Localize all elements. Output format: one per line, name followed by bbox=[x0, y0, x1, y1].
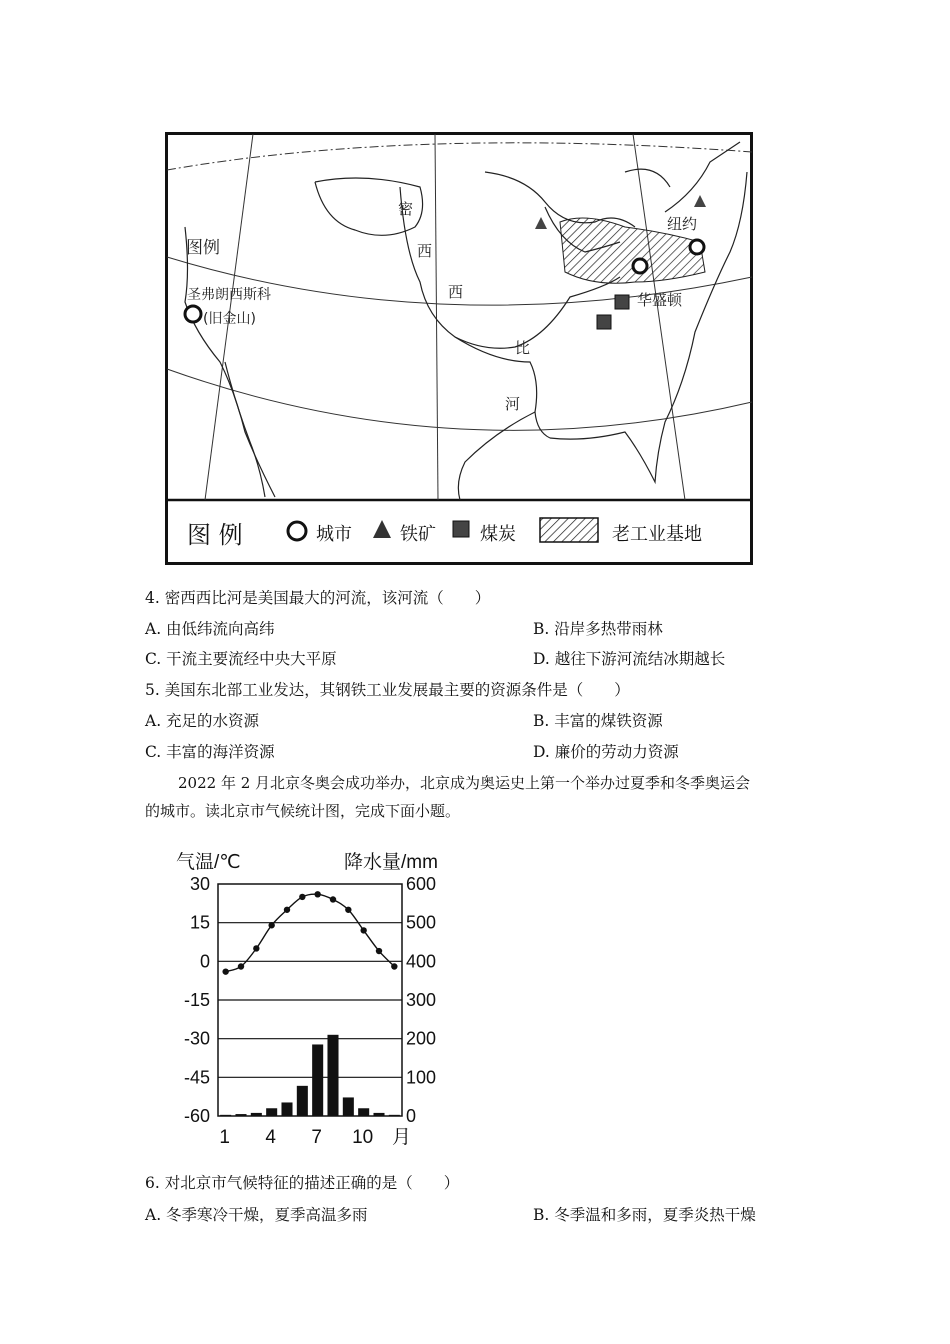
precipitation-bar bbox=[312, 1044, 323, 1116]
x-axis-unit: 月 bbox=[392, 1127, 412, 1148]
precipitation-bar bbox=[235, 1114, 246, 1116]
q4-option-c[interactable]: C. 干流主要流经中央大平原 bbox=[145, 650, 337, 668]
temperature-point bbox=[376, 948, 382, 954]
precipitation-bar bbox=[373, 1113, 384, 1116]
sf-label-2: (旧金山) bbox=[203, 311, 256, 327]
temperature-point bbox=[238, 963, 244, 969]
legend-coal-icon bbox=[453, 521, 469, 537]
month-tick-label: 7 bbox=[311, 1127, 322, 1148]
intro-line-2: 的城市。读北京市气候统计图，完成下面小题。 bbox=[145, 802, 461, 820]
q5-option-b[interactable]: B. 丰富的煤铁资源 bbox=[533, 712, 663, 730]
newyork-label: 纽约 bbox=[667, 215, 698, 233]
precipitation-bar bbox=[281, 1102, 292, 1116]
q4-option-b[interactable]: B. 沿岸多热带雨林 bbox=[533, 620, 663, 638]
legend-city-icon bbox=[288, 522, 306, 540]
inset-legend-label: 图例 bbox=[186, 238, 220, 258]
precipitation-bar bbox=[343, 1097, 354, 1116]
coal-symbol bbox=[615, 295, 629, 309]
q4-option-a[interactable]: A. 由低纬流向高纬 bbox=[145, 620, 275, 638]
intro-line-1: 2022 年 2 月北京冬奥会成功举办，北京成为奥运史上第一个举办过夏季和冬季奥运会 bbox=[178, 774, 751, 792]
precipitation-bar bbox=[266, 1108, 277, 1116]
precip-tick-label: 600 bbox=[406, 874, 437, 894]
legend-city-label: 城市 bbox=[316, 524, 352, 545]
temp-tick-label: 0 bbox=[199, 951, 210, 972]
legend-industrial-icon bbox=[540, 518, 598, 542]
new-york-city-symbol bbox=[690, 240, 704, 254]
q5-option-a[interactable]: A. 充足的水资源 bbox=[145, 712, 260, 730]
q6-option-b[interactable]: B. 冬季温和多雨，夏季炎热干燥 bbox=[533, 1206, 756, 1224]
temp-tick-label: 15 bbox=[189, 912, 210, 933]
temperature-point bbox=[222, 968, 228, 974]
temperature-point bbox=[284, 907, 290, 913]
q5-option-c[interactable]: C. 丰富的海洋资源 bbox=[145, 743, 275, 761]
temperature-point bbox=[360, 927, 366, 933]
precipitation-bar bbox=[389, 1115, 400, 1116]
san-francisco-city-symbol bbox=[185, 306, 201, 322]
precip-axis-title: 降水量/mm bbox=[344, 852, 438, 873]
q6-option-a[interactable]: A. 冬季寒冷干燥，夏季高温多雨 bbox=[145, 1206, 368, 1224]
river-char-3: 西 bbox=[448, 283, 464, 301]
temperature-point bbox=[253, 945, 259, 951]
precip-tick-label: 200 bbox=[406, 1028, 437, 1049]
temperature-point bbox=[268, 922, 274, 928]
legend-coal-label: 煤炭 bbox=[480, 524, 516, 545]
q6-stem: 6. 对北京市气候特征的描述正确的是（ ） bbox=[145, 1174, 460, 1192]
month-tick-label: 4 bbox=[265, 1127, 276, 1148]
precipitation-bar bbox=[220, 1115, 231, 1116]
legend-iron-label: 铁矿 bbox=[400, 524, 436, 545]
temperature-curve bbox=[226, 894, 395, 971]
month-tick-label: 10 bbox=[352, 1127, 374, 1148]
temp-tick-label: 30 bbox=[189, 874, 210, 894]
coal-symbol bbox=[597, 315, 611, 329]
temp-tick-label: -30 bbox=[183, 1028, 210, 1049]
river-char-1: 密 bbox=[398, 200, 414, 218]
precip-tick-label: 100 bbox=[406, 1067, 437, 1088]
temp-axis-title: 气温/℃ bbox=[176, 852, 241, 873]
q4-stem: 4. 密西西比河是美国最大的河流，该河流（ ） bbox=[145, 589, 491, 607]
precip-tick-label: 400 bbox=[406, 951, 437, 972]
temp-tick-label: -45 bbox=[183, 1067, 210, 1088]
legend-title: 图 例 bbox=[187, 521, 243, 549]
legend-industrial-label: 老工业基地 bbox=[612, 524, 702, 545]
precipitation-bar bbox=[297, 1086, 308, 1116]
river-char-4: 比 bbox=[515, 339, 531, 357]
precipitation-bar bbox=[251, 1113, 262, 1116]
temperature-point bbox=[391, 963, 397, 969]
usa-industrial-map bbox=[165, 132, 753, 565]
precip-tick-label: 0 bbox=[406, 1106, 417, 1126]
precip-tick-label: 300 bbox=[406, 990, 437, 1010]
temperature-point bbox=[330, 896, 336, 902]
q4-option-d[interactable]: D. 越往下游河流结冰期越长 bbox=[533, 650, 726, 668]
q5-option-d[interactable]: D. 廉价的劳动力资源 bbox=[533, 743, 679, 761]
washington-city-symbol bbox=[633, 259, 647, 273]
temp-tick-label: -15 bbox=[183, 990, 210, 1010]
precipitation-bar bbox=[358, 1108, 369, 1116]
temperature-point bbox=[314, 891, 320, 897]
beijing-climate-chart bbox=[168, 846, 458, 1151]
month-tick-label: 1 bbox=[219, 1127, 230, 1148]
precipitation-bar bbox=[327, 1035, 338, 1116]
sf-label: 圣弗朗西斯科 bbox=[187, 287, 271, 303]
temperature-point bbox=[299, 894, 305, 900]
river-char-5: 河 bbox=[505, 395, 521, 413]
q5-stem: 5. 美国东北部工业发达，其钢铁工业发展最主要的资源条件是（ ） bbox=[145, 681, 630, 699]
washington-label: 华盛顿 bbox=[637, 291, 683, 309]
river-char-2: 西 bbox=[417, 242, 433, 260]
precip-tick-label: 500 bbox=[406, 912, 437, 933]
temperature-point bbox=[345, 907, 351, 913]
temp-tick-label: -60 bbox=[183, 1106, 210, 1126]
